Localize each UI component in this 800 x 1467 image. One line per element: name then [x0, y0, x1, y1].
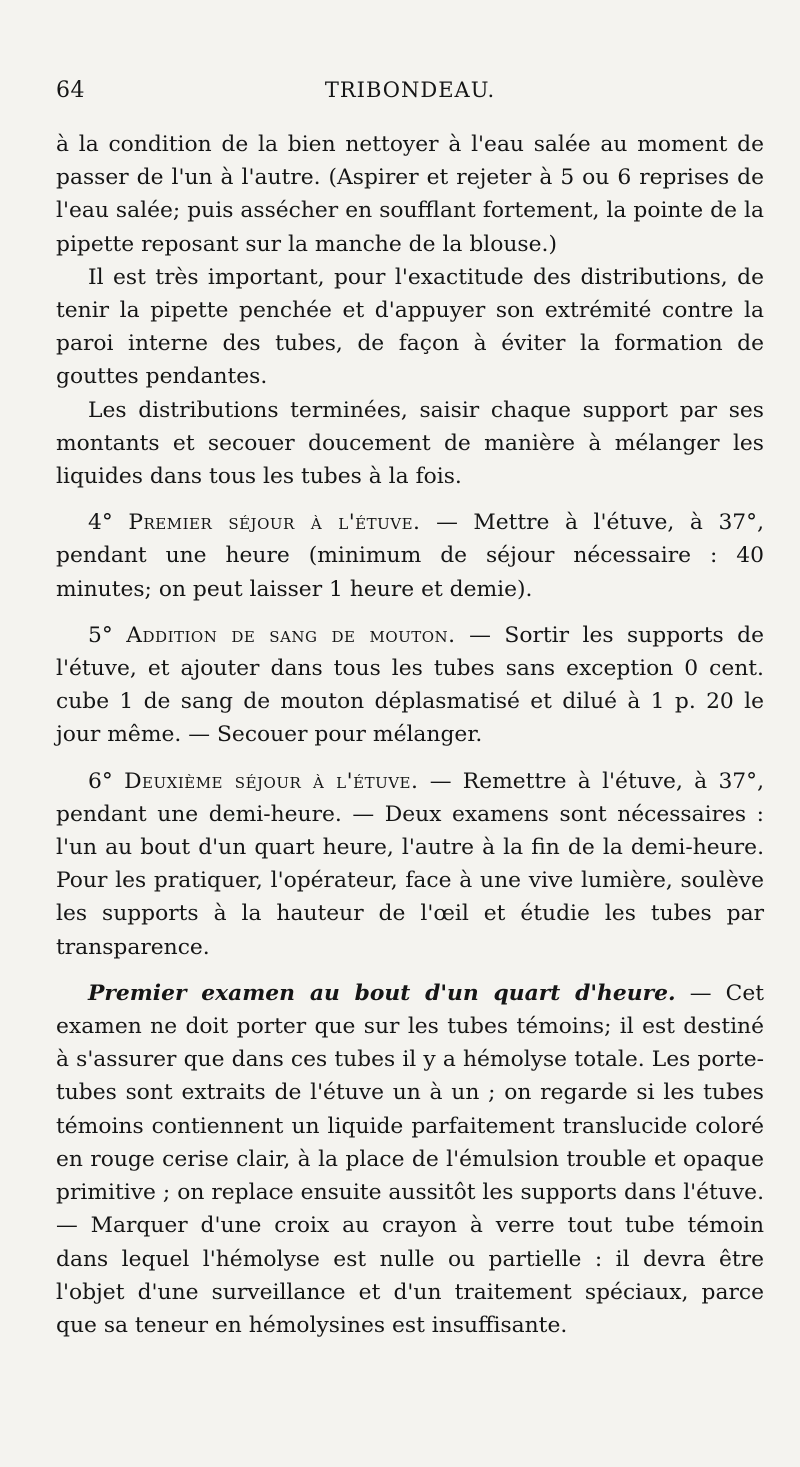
section-5-title: Addition de sang de mouton.: [126, 622, 456, 648]
section-4-number: 4°: [88, 510, 113, 536]
page-number: 64: [56, 78, 85, 103]
section-6-title: Deuxième séjour à l'étuve.: [124, 768, 419, 794]
section-4-title: Premier séjour à l'étuve.: [128, 510, 421, 536]
body-text: [56, 128, 764, 1342]
section-5-number: 5°: [88, 622, 113, 648]
paragraph-pipette: Il est très important, pour l'exactitude des distributions, de tenir la pipette penchée et d'appuyer son extrémité contre la paroi interne des tubes, de façon à éviter la formation de gouttes pendantes.: [56, 264, 764, 390]
section-4-text: — Mettre à l'étuve, à 37°, pendant une heure (minimum de séjour nécessaire : 40 minutes; on peut laisser 1 heure et demie).: [56, 510, 765, 602]
exam-paragraph: [56, 977, 764, 1342]
section-5-text: — Sortir les supports de l'étuve, et ajouter dans tous les tubes sans exception 0 cent. cube 1 de sang de mouton déplasmatisé et dilué à 1 p. 20 le jour même. — Secouer pour mélanger.: [56, 622, 765, 748]
section-5: [56, 619, 764, 752]
exam-title: Premier examen au bout d'un quart d'heure.: [88, 980, 676, 1006]
page-header: [56, 78, 764, 118]
section-6: [56, 765, 764, 964]
paragraph-continuation: à la condition de la bien nettoyer à l'eau salée au moment de passer de l'un à l'autre. (Aspirer et rejeter à 5 ou 6 reprises de l'eau salée; puis assécher en soufflant fortement, la pointe de la pipette reposant sur la manche de la blouse.): [56, 132, 764, 257]
section-6-text: — Remettre à l'étuve, à 37°, pendant une demi-heure. — Deux examens sont nécessaires : l'un au bout d'un quart heure, l'autre à la fin de la demi-heure. Pour les pratiquer, l'opérateur, face à une vive lumière, soulève les supports à la hauteur de l'œil et étudie les tubes par transparence.: [56, 768, 765, 960]
exam-text: — Cet examen ne doit porter que sur les tubes témoins; il est destiné à s'assurer que dans ces tubes il y a hémolyse totale. Les porte-tubes sont extraits de l'étuve un à un ; on regarde si les tubes témoins contiennent un liquide parfaitement translucide coloré en rouge cerise clair, à la place de l'émulsion trouble et opaque primitive ; on replace ensuite aussitôt les supports dans l'étuve. — Marquer d'une croix au crayon à verre tout tube témoin dans lequel l'hémolyse est nulle ou partielle : il devra être l'objet d'une surveillance et d'un traitement spéciaux, parce que sa teneur en hémolysines est insuffisante.: [56, 980, 764, 1338]
section-4: [56, 506, 764, 606]
running-head: TRIBONDEAU.: [324, 78, 496, 102]
paragraph-distributions: Les distributions terminées, saisir chaque support par ses montants et secouer doucement de manière à mélanger les liquides dans tous les tubes à la fois.: [56, 397, 764, 490]
section-6-number: 6°: [88, 768, 113, 794]
